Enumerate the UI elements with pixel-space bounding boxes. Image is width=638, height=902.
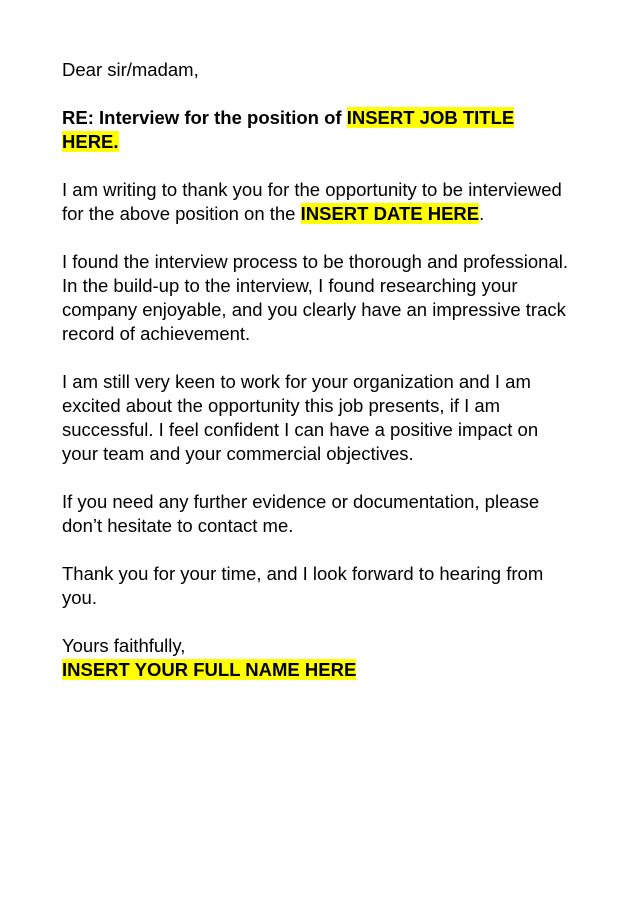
paragraph-thanks: Thank you for your time, and I look forward to hearing from you. [62, 563, 544, 608]
subject-line [62, 106, 572, 154]
subject-prefix: RE: Interview for the position of [62, 107, 347, 128]
date-placeholder: INSERT DATE HERE [300, 203, 480, 224]
letter-body [62, 58, 572, 682]
salutation: Dear sir/madam, [62, 59, 199, 80]
paragraph-keen-to-work: I am still very keen to work for your organization and I am excited about the opportunity this job presents, if I am successful. I feel confident I can have a positive impact on your team and your commercial objectives. [62, 371, 539, 464]
paragraph-interview-thanks-end: . [479, 203, 485, 224]
full-name-placeholder: INSERT YOUR FULL NAME HERE [62, 659, 357, 680]
closing: Yours faithfully, [62, 635, 186, 656]
paragraph-interview-process: I found the interview process to be thorough and professional. In the build-up to the interview, I found researching your company enjoyable, and you clearly have an impressive track record of achievement. [62, 251, 568, 344]
job-title-placeholder: INSERT JOB TITLE HERE. [62, 107, 515, 152]
signature [62, 658, 572, 682]
paragraph-interview-thanks [62, 178, 572, 226]
paragraph-interview-thanks-text: I am writing to thank you for the opportunity to be interviewed for the above position on the [62, 179, 562, 224]
paragraph-contact: If you need any further evidence or documentation, please don’t hesitate to contact me. [62, 491, 540, 536]
